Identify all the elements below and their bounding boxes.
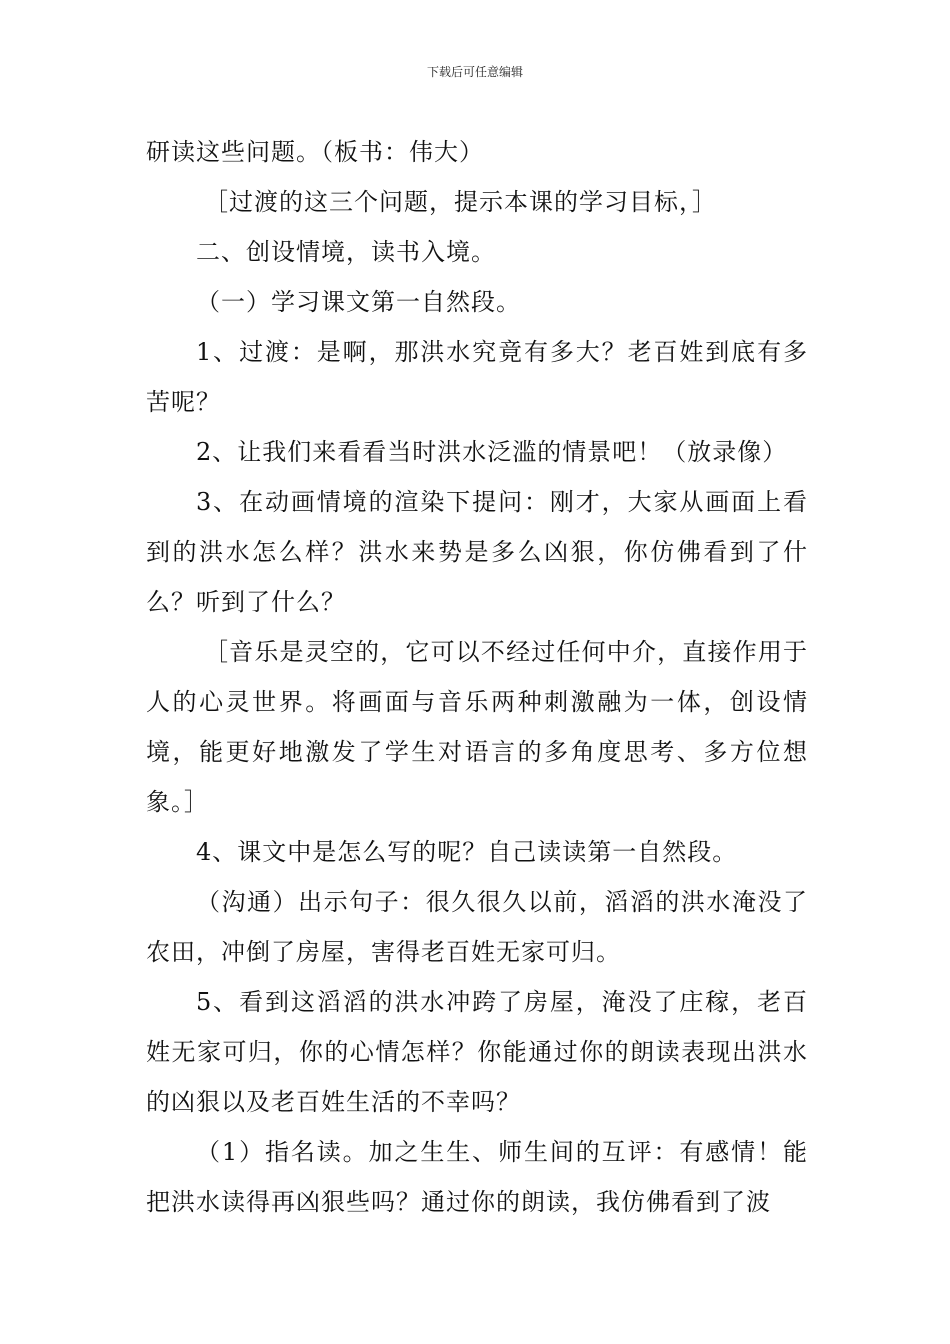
paragraph-6: 2、让我们来看看当时洪水泛滥的情景吧！（放录像） xyxy=(196,438,788,466)
document-body xyxy=(146,127,808,1227)
paragraph-2: ［过渡的这三个问题，提示本课的学习目标，］ xyxy=(204,188,717,216)
paragraph-10: （沟通）出示句子：很久很久以前，滔滔的洪水淹没了农田，冲倒了房屋，害得老百姓无家可归。 xyxy=(146,888,808,966)
page-header: 下载后可任意编辑 xyxy=(426,65,523,79)
paragraph-8: ［音乐是灵空的，它可以不经过任何中介，直接作用于人的心灵世界。将画面与音乐两种刺激融为一体，创设情境，能更好地激发了学生对语言的多角度思考、多方位想象。］ xyxy=(146,638,808,816)
paragraph-11: 5、看到这滔滔的洪水冲跨了房屋，淹没了庄稼，老百姓无家可归，你的心情怎样？你能通过你的朗读表现出洪水的凶狠以及老百姓生活的不幸吗？ xyxy=(146,988,808,1116)
paragraph-4: （一）学习课文第一自然段。 xyxy=(196,288,521,316)
paragraph-5: 1、过渡：是啊，那洪水究竟有多大？老百姓到底有多苦呢？ xyxy=(146,338,808,416)
paragraph-3: 二、创设情境，读书入境。 xyxy=(196,238,496,266)
paragraph-9: 4、课文中是怎么写的呢？自己读读第一自然段。 xyxy=(196,838,738,866)
paragraph-1: 研读这些问题。（板书：伟大） xyxy=(146,138,484,166)
paragraph-7: 3、在动画情境的渲染下提问：刚才，大家从画面上看到的洪水怎么样？洪水来势是多么凶狠，你仿佛看到了什么？听到了什么？ xyxy=(146,488,808,616)
paragraph-12: （1）指名读。加之生生、师生间的互评：有感情！能把洪水读得再凶狠些吗？通过你的朗读，我仿佛看到了波 xyxy=(146,1138,808,1216)
